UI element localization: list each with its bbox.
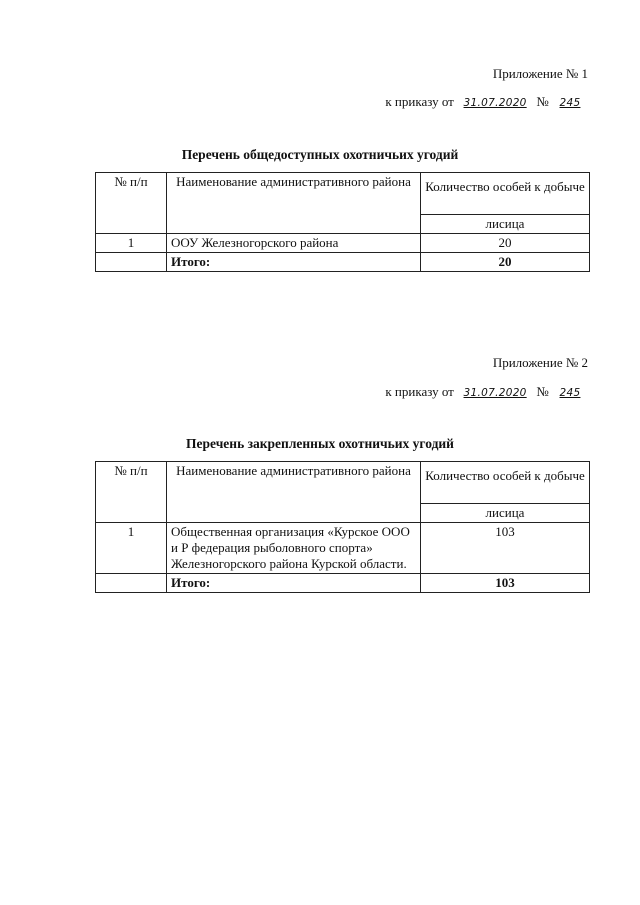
total-value: 103 xyxy=(421,574,590,593)
table-row xyxy=(96,523,590,574)
header-species: лисица xyxy=(421,215,590,234)
total-row xyxy=(96,253,590,272)
appendix-2-title: Приложение № 2 xyxy=(492,355,588,370)
header-count: Количество особей к добыче xyxy=(421,462,590,504)
order-prefix: к приказу от xyxy=(385,94,454,109)
header-species: лисица xyxy=(421,504,590,523)
table-2-heading: Перечень закрепленных охотничьих угодий xyxy=(186,436,454,451)
appendix-2-order-line xyxy=(385,384,588,400)
row-num: 1 xyxy=(96,234,167,253)
header-district-name: Наименование административного района xyxy=(167,173,421,234)
row-num: 1 xyxy=(96,523,167,574)
handwritten-order-date: 31.07.2020 xyxy=(463,387,527,399)
header-num: № п/п xyxy=(96,173,167,234)
appendix-1-order-line xyxy=(385,94,588,110)
order-prefix: к приказу от xyxy=(385,384,454,399)
total-value: 20 xyxy=(421,253,590,272)
table-row xyxy=(96,234,590,253)
appendix-1-title: Приложение № 1 xyxy=(492,66,588,81)
assigned-hunting-grounds-table xyxy=(95,461,590,593)
header-count: Количество особей к добыче xyxy=(421,173,590,215)
total-label: Итого: xyxy=(167,574,421,593)
total-empty-cell xyxy=(96,574,167,593)
handwritten-order-number: 245 xyxy=(559,387,581,399)
handwritten-order-number: 245 xyxy=(559,97,581,109)
table-1-heading: Перечень общедоступных охотничьих угодий xyxy=(181,147,459,162)
public-hunting-grounds-table xyxy=(95,172,590,272)
total-row xyxy=(96,574,590,593)
total-empty-cell xyxy=(96,253,167,272)
handwritten-order-date: 31.07.2020 xyxy=(463,97,527,109)
number-sign: № xyxy=(536,384,549,399)
header-district-name: Наименование административного района xyxy=(167,462,421,523)
number-sign: № xyxy=(536,94,549,109)
row-count: 103 xyxy=(421,523,590,574)
row-count: 20 xyxy=(421,234,590,253)
row-name: Общественная организация «Курское ООО и Р федерация рыболовного спорта» Железногорского района Курской области. xyxy=(167,523,421,574)
total-label: Итого: xyxy=(167,253,421,272)
header-num: № п/п xyxy=(96,462,167,523)
row-name: ООУ Железногорского района xyxy=(167,234,421,253)
